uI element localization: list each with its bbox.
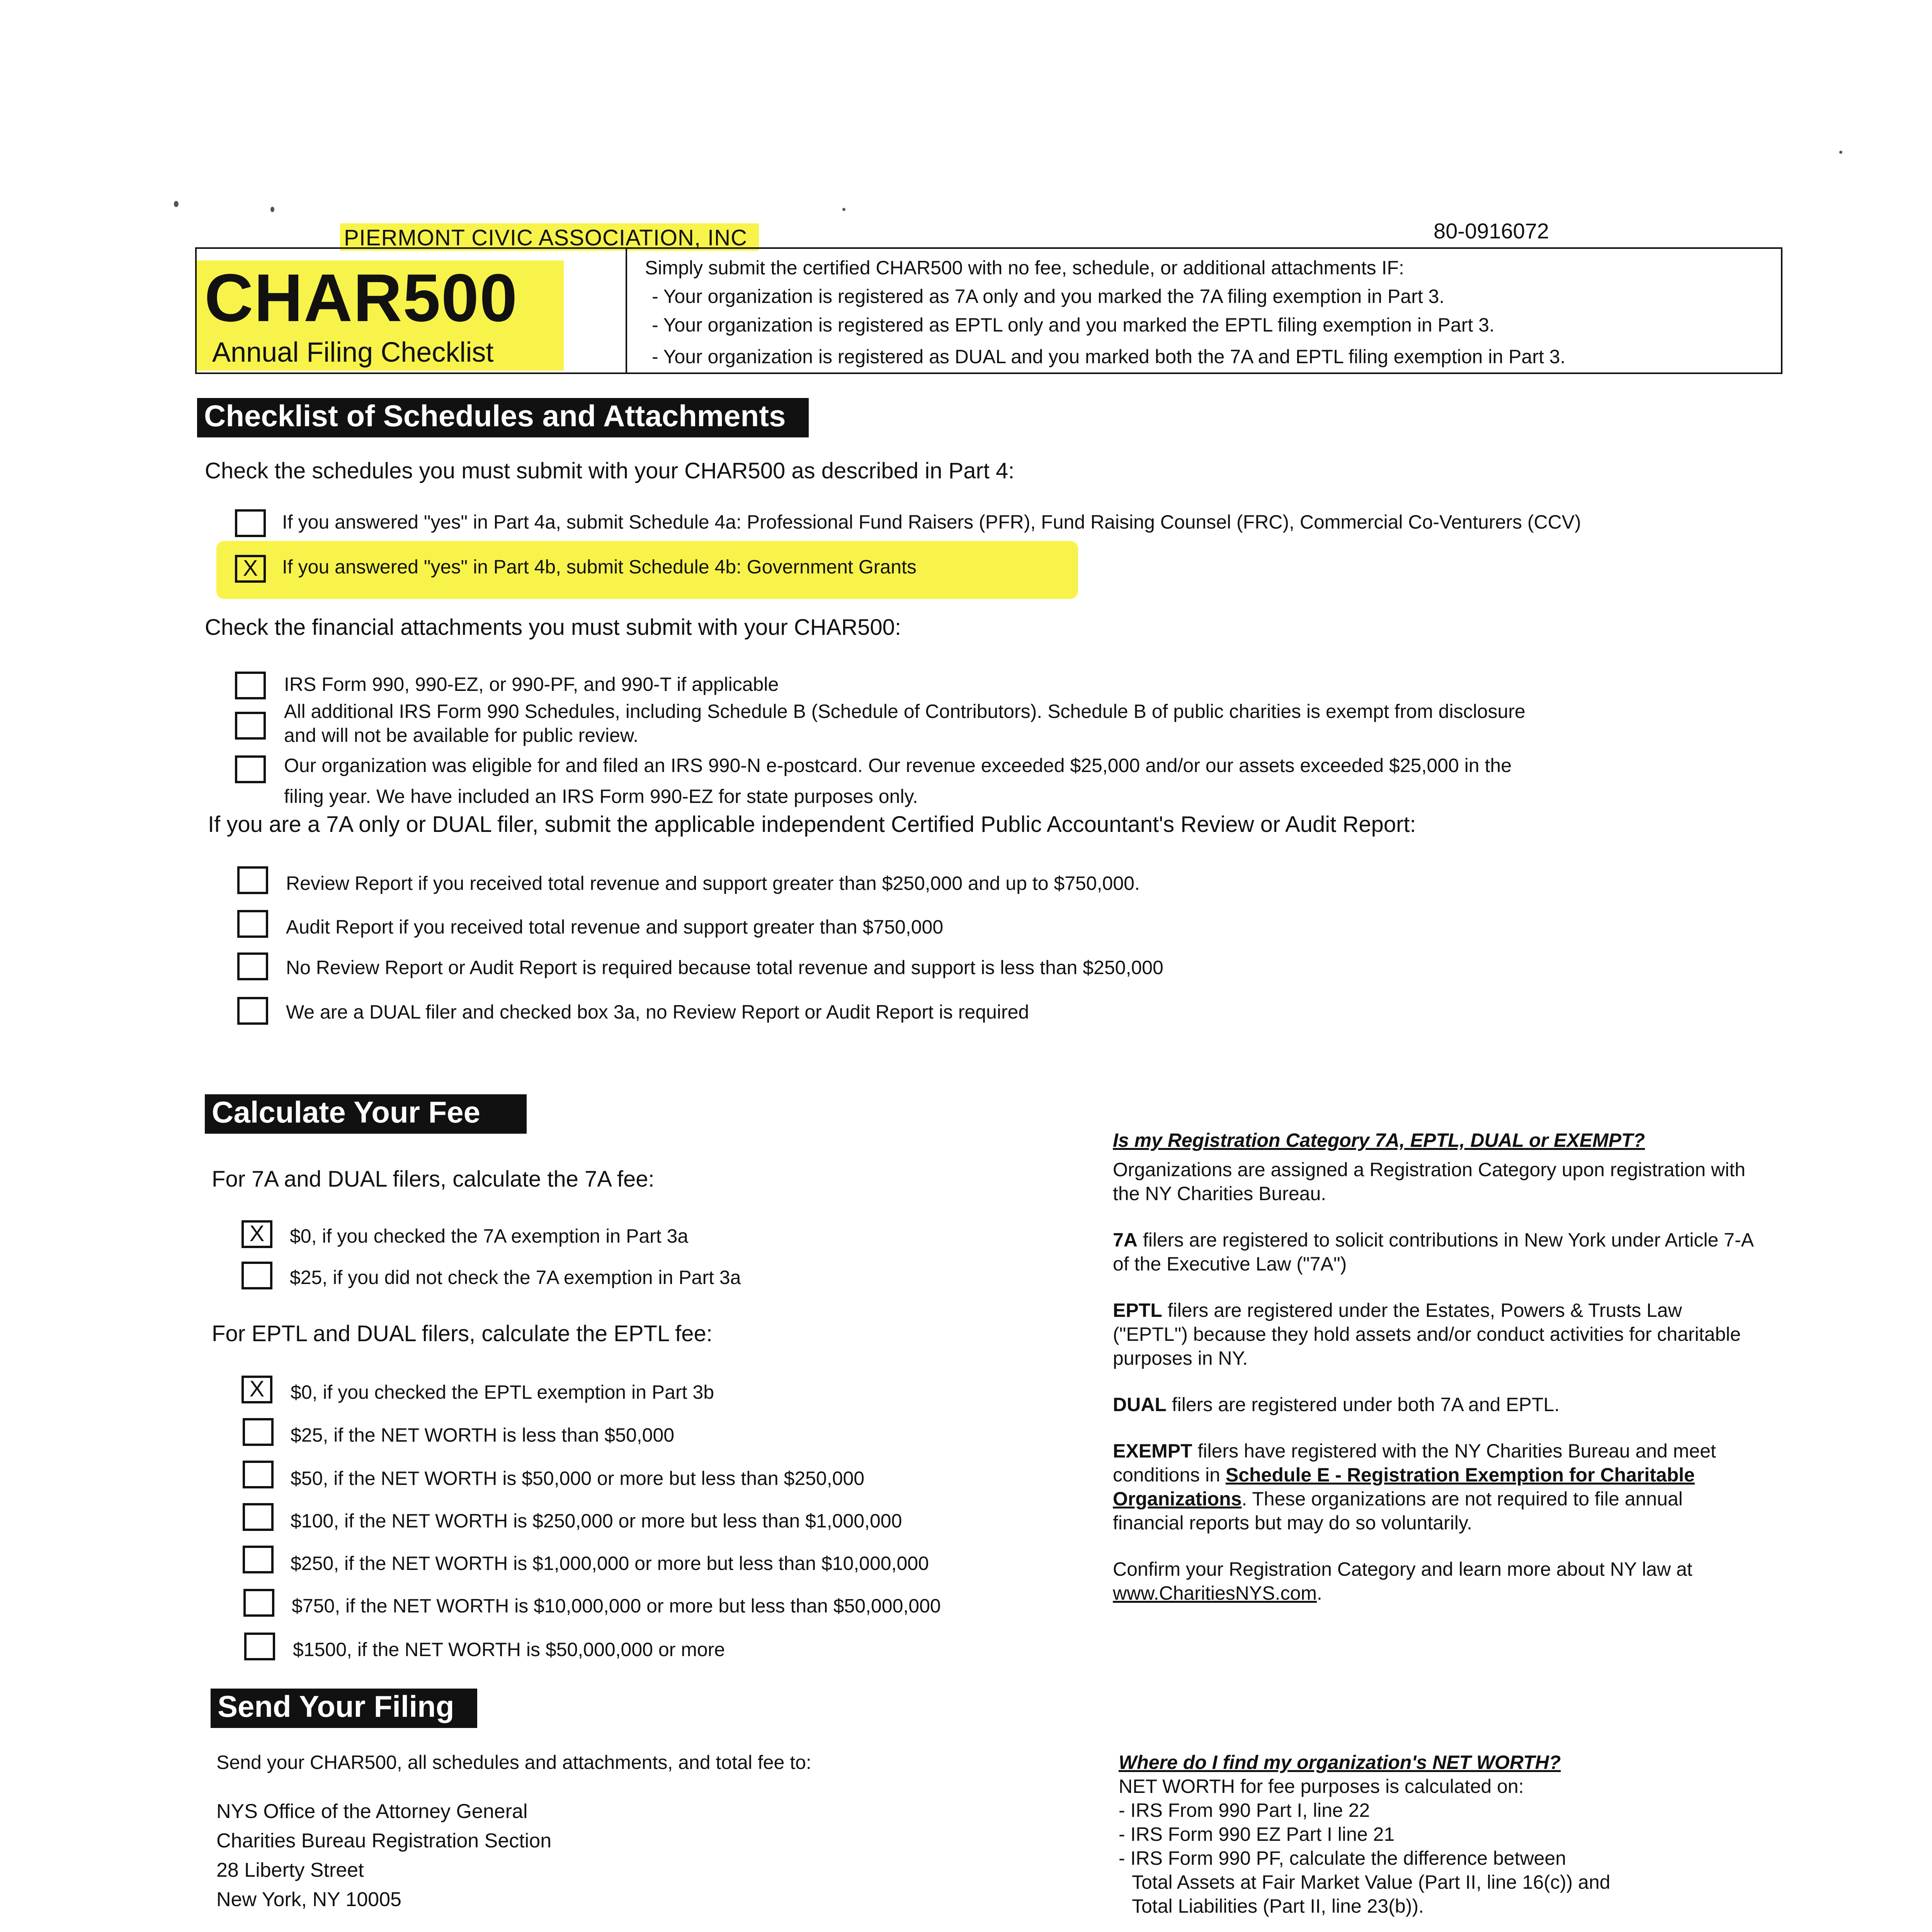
scan-speck <box>842 208 845 211</box>
checkbox-schedule-4a[interactable] <box>235 509 266 537</box>
dual-term: DUAL <box>1113 1394 1167 1415</box>
990-schedules-label: All additional IRS Form 990 Schedules, including Schedule B (Schedule of Contributors). Schedule B of public charities is exempt from disclosure <box>284 701 1526 722</box>
checkbox-audit-report[interactable] <box>237 910 268 938</box>
charities-link[interactable]: www.CharitiesNYS.com <box>1113 1582 1317 1604</box>
fee-heading: Calculate Your Fee <box>205 1094 527 1134</box>
checkbox-irs-990[interactable] <box>235 672 266 699</box>
scan-speck <box>270 207 274 212</box>
7a-paragraph <box>1113 1228 1754 1276</box>
intro-line: - Your organization is registered as DUAL and you marked both the 7A and EPTL filing exemption in Part 3. <box>652 346 1566 367</box>
form-title: CHAR500 <box>204 260 518 336</box>
address-line: NYS Office of the Attorney General <box>216 1800 528 1823</box>
irs-990-label: IRS Form 990, 990-EZ, or 990-PF, and 990-T if applicable <box>284 673 779 695</box>
review-report-label: Review Report if you received total revenue and support greater than $250,000 and up to $750,000. <box>286 872 1140 894</box>
checkbox-review-report[interactable] <box>237 866 268 894</box>
form-header-box <box>195 247 1782 374</box>
990-schedules-label-cont: and will not be available for public review. <box>284 724 639 746</box>
address-line: New York, NY 10005 <box>216 1888 401 1911</box>
confirm-end: . <box>1316 1582 1322 1604</box>
form-title-cell <box>197 249 627 372</box>
schedule-e-link[interactable]: Schedule E - Registration Exemption for Charitable Organizations <box>1113 1464 1695 1510</box>
intro-text <box>645 253 1565 371</box>
checkbox-eptl-25[interactable] <box>243 1418 274 1446</box>
address-line: 28 Liberty Street <box>216 1859 364 1881</box>
checkbox-990n[interactable] <box>235 755 266 783</box>
7a-term: 7A <box>1113 1229 1138 1251</box>
checkbox-990-schedules[interactable] <box>235 712 266 740</box>
checklist-heading: Checklist of Schedules and Attachments <box>197 398 809 437</box>
eptl-paragraph <box>1113 1298 1754 1370</box>
eptl-term: EPTL <box>1113 1299 1162 1321</box>
net-worth-line: - IRS Form 990 PF, calculate the difference between <box>1119 1847 1566 1869</box>
net-worth-line: Total Assets at Fair Market Value (Part II, line 16(c)) and <box>1132 1871 1611 1893</box>
exempt-paragraph <box>1113 1439 1754 1535</box>
dual-paragraph <box>1113 1393 1754 1417</box>
financial-prompt: Check the financial attachments you must submit with your CHAR500: <box>205 615 901 640</box>
net-worth-panel <box>1119 1750 1776 1918</box>
7a-fee-prompt: For 7A and DUAL filers, calculate the 7A fee: <box>212 1167 655 1192</box>
checkbox-eptl-0[interactable]: X <box>242 1376 272 1403</box>
990n-label: Our organization was eligible for and filed an IRS 990-N e-postcard. Our revenue exceeded $25,000 and/or our assets exceeded $25,000 in the <box>284 755 1512 776</box>
checkbox-eptl-1500[interactable] <box>244 1633 275 1660</box>
7a-desc: filers are registered to solicit contributions in New York under Article 7-A of the Executive Law ("7A") <box>1113 1229 1753 1275</box>
schedule-4b-label: If you answered "yes" in Part 4b, submit Schedule 4b: Government Grants <box>282 556 917 578</box>
address-line: Charities Bureau Registration Section <box>216 1830 552 1852</box>
net-worth-line: - IRS From 990 Part I, line 22 <box>1119 1799 1370 1821</box>
net-worth-line: Total Liabilities (Part II, line 23(b)). <box>1132 1895 1424 1917</box>
eptl-0-label: $0, if you checked the EPTL exemption in Part 3b <box>291 1381 714 1403</box>
send-heading: Send Your Filing <box>211 1689 477 1728</box>
mailing-address <box>216 1797 551 1914</box>
schedules-prompt: Check the schedules you must submit with your CHAR500 as described in Part 4: <box>205 458 1015 483</box>
exempt-term: EXEMPT <box>1113 1440 1192 1462</box>
intro-line: - Your organization is registered as EPTL only and you marked the EPTL filing exemption in Part 3. <box>652 314 1495 336</box>
scan-speck <box>174 201 179 207</box>
eptl-50-label: $50, if the NET WORTH is $50,000 or more but less than $250,000 <box>291 1468 865 1489</box>
checkbox-7a-0[interactable]: X <box>242 1220 272 1248</box>
eptl-100-label: $100, if the NET WORTH is $250,000 or more but less than $1,000,000 <box>291 1510 902 1532</box>
registration-category-heading: Is my Registration Category 7A, EPTL, DUAL or EXEMPT? <box>1113 1129 1645 1151</box>
checkbox-7a-25[interactable] <box>242 1262 272 1289</box>
eptl-1500-label: $1500, if the NET WORTH is $50,000,000 or more <box>293 1639 725 1660</box>
scan-speck <box>1839 151 1842 154</box>
dual-filer-label: We are a DUAL filer and checked box 3a, no Review Report or Audit Report is required <box>286 1001 1029 1023</box>
organization-name: PIERMONT CIVIC ASSOCIATION, INC <box>340 223 759 251</box>
net-worth-heading: Where do I find my organization's NET WORTH? <box>1119 1752 1561 1773</box>
confirm-text: Confirm your Registration Category and learn more about NY law at <box>1113 1558 1692 1580</box>
checkbox-no-report[interactable] <box>237 952 268 980</box>
checkbox-eptl-50[interactable] <box>243 1461 274 1488</box>
assigned-paragraph: Organizations are assigned a Registration Category upon registration with the NY Charities Bureau. <box>1113 1159 1746 1204</box>
eptl-25-label: $25, if the NET WORTH is less than $50,000 <box>291 1424 675 1446</box>
checkbox-eptl-750[interactable] <box>243 1589 274 1617</box>
ein-number: 80-0916072 <box>1434 219 1549 243</box>
send-instruction: Send your CHAR500, all schedules and attachments, and total fee to: <box>216 1752 811 1773</box>
exempt-desc: filers have registered with the NY Charities Bureau and meet conditions in <box>1113 1440 1716 1486</box>
intro-line: - Your organization is registered as 7A only and you marked the 7A filing exemption in Part 3. <box>652 286 1445 307</box>
intro-line: Simply submit the certified CHAR500 with no fee, schedule, or additional attachments IF: <box>645 257 1404 279</box>
schedule-4a-label: If you answered "yes" in Part 4a, submit Schedule 4a: Professional Fund Raisers (PFR), Fund Raising Counsel (FRC), Commercial Co-Venturers (CCV) <box>282 511 1581 533</box>
net-worth-line: - IRS Form 990 EZ Part I line 21 <box>1119 1823 1395 1845</box>
form-subtitle: Annual Filing Checklist <box>212 337 494 368</box>
checkbox-eptl-100[interactable] <box>243 1503 274 1531</box>
registration-category-body <box>1113 1158 1754 1605</box>
checkbox-schedule-4b[interactable]: X <box>235 555 266 583</box>
audit-report-label: Audit Report if you received total revenue and support greater than $750,000 <box>286 916 944 938</box>
confirm-paragraph <box>1113 1557 1754 1605</box>
eptl-fee-prompt: For EPTL and DUAL filers, calculate the EPTL fee: <box>212 1321 713 1346</box>
990n-label-cont: filing year. We have included an IRS Form 990-EZ for state purposes only. <box>284 786 918 807</box>
eptl-750-label: $750, if the NET WORTH is $10,000,000 or more but less than $50,000,000 <box>292 1595 941 1617</box>
7a-0-label: $0, if you checked the 7A exemption in Part 3a <box>290 1225 689 1247</box>
net-worth-intro: NET WORTH for fee purposes is calculated on: <box>1119 1776 1524 1797</box>
dual-desc: filers are registered under both 7A and EPTL. <box>1166 1394 1560 1415</box>
cpa-prompt: If you are a 7A only or DUAL filer, submit the applicable independent Certified Public Accountant's Review or Audit Report: <box>208 812 1416 837</box>
eptl-desc: filers are registered under the Estates, Powers & Trusts Law ("EPTL") because they hold assets and/or conduct activities for charitable purposes in NY. <box>1113 1299 1741 1369</box>
no-report-label: No Review Report or Audit Report is required because total revenue and support is less than $250,000 <box>286 957 1163 978</box>
checkbox-dual-filer[interactable] <box>237 997 268 1025</box>
eptl-250-label: $250, if the NET WORTH is $1,000,000 or more but less than $10,000,000 <box>291 1553 929 1574</box>
exempt-desc-end: . These organizations are not required to file annual financial reports but may do so voluntarily. <box>1113 1488 1683 1534</box>
7a-25-label: $25, if you did not check the 7A exemption in Part 3a <box>290 1267 741 1288</box>
registration-category-panel <box>1113 1128 1754 1628</box>
checkbox-eptl-250[interactable] <box>243 1546 274 1573</box>
